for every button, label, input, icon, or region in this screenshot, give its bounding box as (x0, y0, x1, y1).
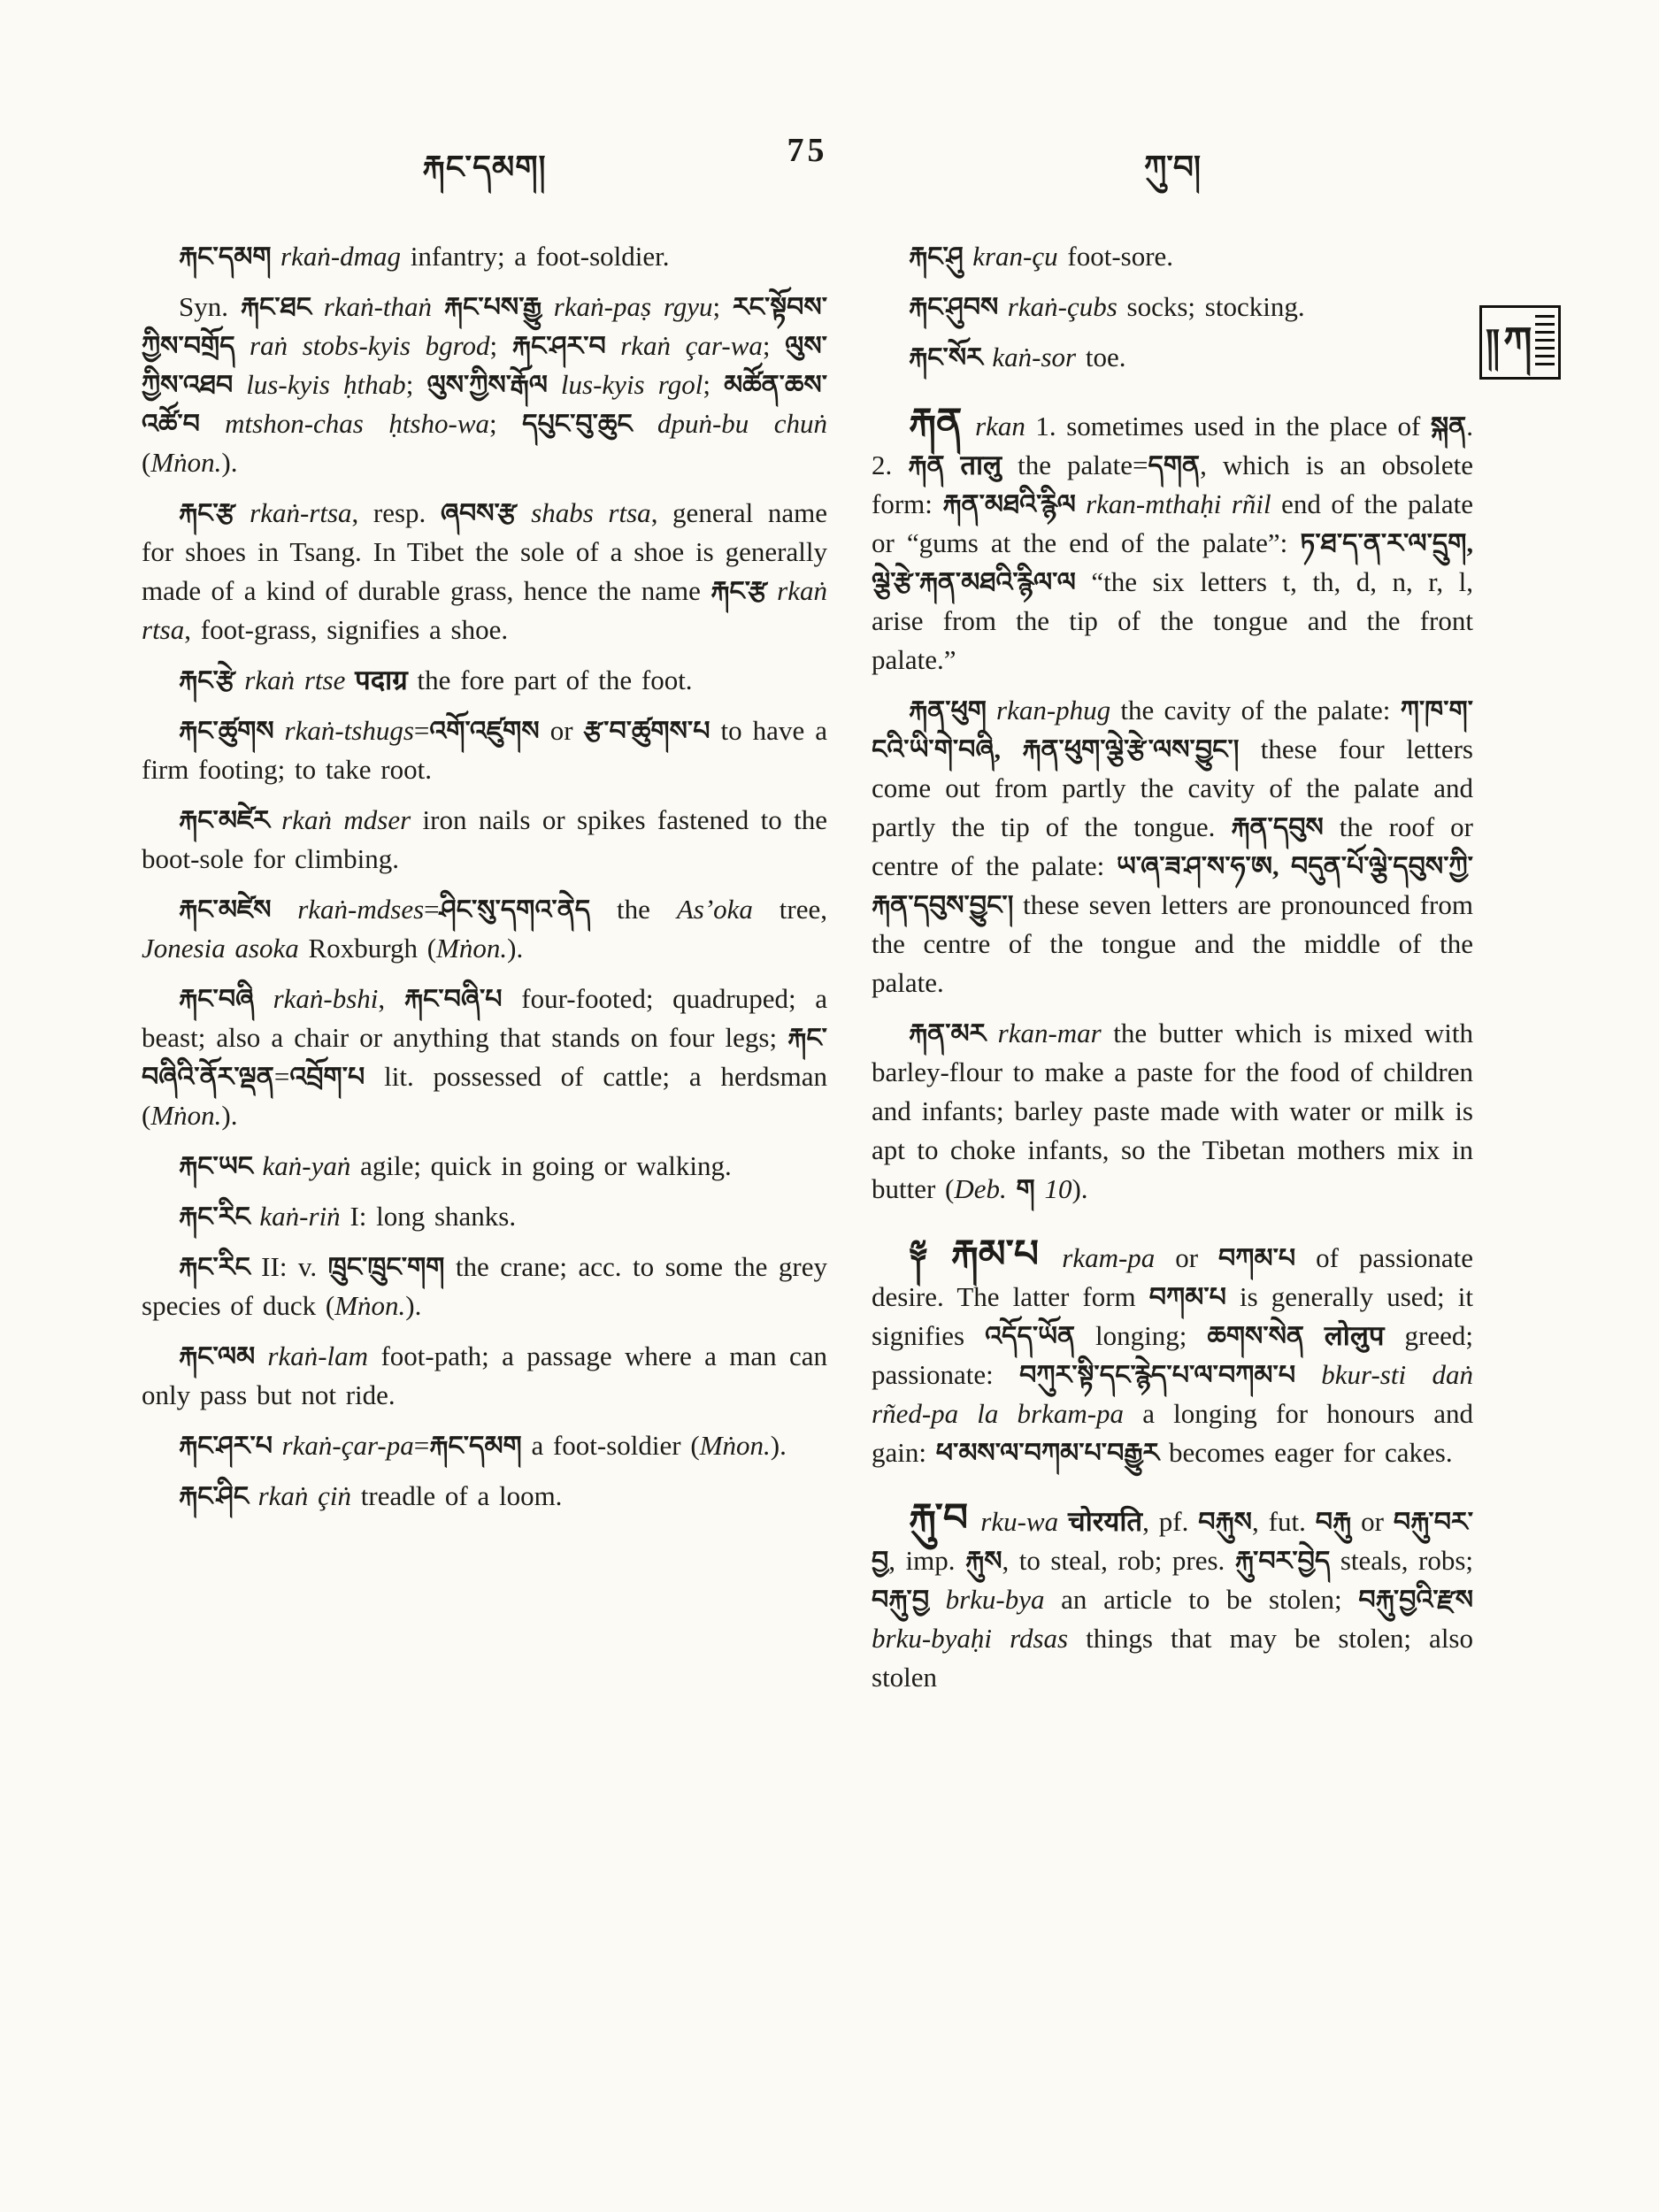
dictionary-entry (142, 1426, 827, 1465)
transliteration-text: brku-bya (945, 1584, 1045, 1615)
tibetan-text: རྐང་རིང (179, 1202, 260, 1232)
transliteration-text: rkaṅ çiṅ (257, 1480, 352, 1511)
english-text: , fut. (1251, 1506, 1316, 1537)
transliteration-text: lus-kyis ḥthab (246, 369, 406, 400)
tibetan-text: སྐན (1430, 411, 1467, 442)
transliteration-text: rkaṅ-thaṅ (323, 291, 444, 322)
dictionary-entry (142, 801, 827, 879)
tibetan-text: དཔུང་བུ་ཆུང (522, 409, 657, 439)
transliteration-text: kaṅ-sor (992, 342, 1077, 373)
english-text: foot-path; a passage where a man can only pass but not ride. (142, 1340, 828, 1410)
english-text: end of the palate or “gums at the end of the palate”: (872, 488, 1473, 558)
english-text: = (424, 894, 440, 925)
transliteration-text: rkan-mar (997, 1018, 1102, 1048)
dictionary-entry (142, 237, 827, 276)
tibetan-text: ལུས་ཀྱིས་འཐབ (142, 331, 827, 400)
tibetan-text: རྐན (908, 450, 961, 480)
tibetan-text: བཀམ་པ (1148, 1282, 1226, 1312)
english-text: ; (405, 369, 427, 400)
tibetan-text: རང་སྟོབས་ཀྱིས་བགྲོད (142, 292, 828, 361)
english-text: to have a firm footing; to take root. (142, 715, 828, 785)
tibetan-text: རྐང་པས་རྒྱུ (443, 292, 554, 322)
english-text: , to steal, rob; pres. (1002, 1545, 1235, 1576)
english-text: the (590, 894, 677, 925)
sanskrit-text: चोरयति (1068, 1506, 1143, 1537)
tibetan-text: འབྲོག་པ (289, 1062, 365, 1092)
english-text: treadle of a loom. (351, 1480, 563, 1511)
transliteration-text: rkaṅ-bshi (273, 983, 379, 1014)
english-text: the cavity of the palate: (1110, 695, 1401, 726)
english-text: iron nails or spikes fastened to the boot-sole for climbing. (142, 804, 827, 874)
tibetan-text: ཕ་མས་ལ་བཀམ་པ་བརྒྱུར (935, 1438, 1160, 1468)
english-text: an article to be stolen; (1044, 1584, 1359, 1615)
english-text: ). (507, 933, 524, 964)
english-text: greed; passionate: (872, 1320, 1473, 1390)
transliteration-text: rkaṅ-tshugs (284, 715, 414, 746)
running-head-left-tibetan: རྐང་དམག། (422, 150, 547, 185)
english-text: Syn. (179, 291, 241, 322)
english-text: , (378, 983, 404, 1014)
tibetan-text: ག (1016, 1174, 1035, 1204)
tibetan-text: དགན (1148, 450, 1201, 480)
text-columns (142, 237, 1473, 1709)
english-text: is generally used; it signifies (872, 1281, 1474, 1351)
transliteration-text: Mṅon. (699, 1430, 771, 1461)
tibetan-text: བརྐུ (1315, 1507, 1352, 1537)
transliteration-text: shabs rtsa (531, 497, 651, 528)
tibetan-text: རྐང་མཛེས (179, 895, 298, 925)
transliteration-text: rkaṅ-paṣ rgyu (553, 291, 713, 322)
english-text: lit. possessed of cattle; a herdsman ( (142, 1061, 827, 1131)
dictionary-entry (142, 661, 827, 700)
tibetan-text: རྐང་མཛེར (179, 805, 282, 835)
english-text: ). (405, 1290, 422, 1321)
english-text: ; (712, 291, 733, 322)
thumb-index-tab (1479, 305, 1561, 380)
tibetan-text: ཁྲུང་ཁྲུང་གག (327, 1252, 445, 1282)
tibetan-text: རྐང་ཚུགས (179, 716, 285, 746)
dictionary-entry (872, 288, 1473, 326)
dictionary-entry (872, 691, 1473, 1002)
dictionary-entry (872, 338, 1473, 377)
english-text: . 2. (872, 411, 1473, 480)
running-head (142, 131, 1473, 184)
transliteration-text: bkur-sti daṅ rñed-pa la brkam-pa (872, 1359, 1473, 1429)
english-text: steals, robs; (1330, 1545, 1473, 1576)
dictionary-entry (142, 979, 827, 1135)
dictionary-entry (872, 1235, 1473, 1472)
english-text: ). (221, 1100, 238, 1131)
tibetan-text: རྐན་མཐའི་རྙིལ (942, 489, 1087, 519)
running-head-right-tibetan: ཀུ་བ། (1144, 150, 1201, 185)
transliteration-text: rkan-mthaḥi rñil (1086, 488, 1271, 519)
english-text: I: long shanks. (340, 1201, 517, 1232)
tibetan-text: ཡ་ཞ་ཟ་ཤ་ས་ཧ་ཨ, བདུན་པོ་ལྕེ་དབུས་ཀྱི་རྐན་དབུས་བྱུང་། (872, 851, 1473, 920)
english-text: tree, (752, 894, 827, 925)
english-text: the crane; acc. to some the grey species of duck ( (142, 1251, 828, 1321)
transliteration-text: rkam-pa (1062, 1242, 1156, 1273)
english-text: ). (770, 1430, 787, 1461)
english-text: ). (1071, 1173, 1088, 1204)
transliteration-text: rkaṅ çar-wa (620, 330, 763, 361)
tibetan-text: རྐང་ཤར་པ (179, 1431, 282, 1461)
tibetan-text: རྐན་ཕུག (909, 695, 996, 726)
english-text: these four letters come out from partly the cavity of the palate and partly the tip of the tongue. (872, 733, 1473, 842)
tibetan-text: རྐང་རྩེ (179, 665, 245, 695)
english-text: = (413, 1430, 430, 1461)
english-text: or (539, 715, 584, 746)
transliteration-text: Asʼoka (676, 894, 753, 925)
tibetan-text: ཏ་ཐ་ད་ན་ར་ལ་དྲུག, ལྕེ་རྩེ་རྐན་མཐའི་རྙིལ་ལ (872, 528, 1473, 597)
english-text: , imp. (888, 1545, 966, 1576)
english-text: the fore part of the foot. (407, 664, 693, 695)
tibetan-text: རྐང་ཤུབས (909, 292, 1008, 322)
transliteration-text: brku-byaḥi rdsas (872, 1623, 1069, 1654)
transliteration-text: Mṅon. (334, 1290, 406, 1321)
tibetan-text: འགོ་འཛུགས (429, 716, 540, 746)
transliteration-text: Mṅon. (436, 933, 508, 964)
tibetan-text: བརྐུ་བྱའི་རྫས (1358, 1585, 1474, 1615)
transliteration-text: Mṅon. (150, 447, 222, 478)
transliteration-text: Jonesia asoka (142, 933, 299, 964)
dictionary-entry (142, 1337, 827, 1415)
tibetan-text: འདོད་ཡོན (985, 1321, 1076, 1351)
tibetan-text: རྐང་རྩ (710, 576, 778, 606)
tibetan-text: མཚོན་ཆས་འཚོ་བ (142, 370, 828, 439)
tibetan-text: རྐང་ཐང (240, 292, 324, 322)
tibetan-headword: རྐན (909, 401, 976, 444)
tibetan-text: ཀ་ཁ་ག་ངའི་ཡི་གེ་བཞི, རྐན་ཕུག་ལྕེ་རྩེ་ལས་བྱུང་། (872, 695, 1473, 764)
transliteration-text: rkaṅ-rtsa (250, 497, 352, 528)
dictionary-entry (872, 1014, 1473, 1209)
transliteration-text: rkaṅ rtsa (142, 575, 827, 645)
sanskrit-text: तालु (960, 449, 1002, 480)
english-text: a foot-soldier ( (521, 1430, 700, 1461)
english-text: the palate= (1002, 449, 1148, 480)
dictionary-entry (142, 1477, 827, 1516)
tibetan-text: ཞབས་རྩ (440, 498, 532, 528)
transliteration-text: mtshon-chas ḥtsho-wa (225, 408, 489, 439)
english-text: II: v. (261, 1251, 328, 1282)
english-text: ). (221, 447, 238, 478)
tibetan-text: བརྐུས (1198, 1507, 1252, 1537)
transliteration-text: rkaṅ-çubs (1007, 291, 1118, 322)
transliteration-text: rkan (975, 411, 1025, 442)
english-text: , general name for shoes in Tsang. In Tibet the sole of a shoe is generally made of a kind of durable grass, hence the name (142, 497, 828, 606)
english-text: or (1351, 1506, 1394, 1537)
transliteration-text: rkaṅ mdser (281, 804, 411, 835)
thumb-index-letter-ka: ཀ (1503, 319, 1532, 365)
english-text: of passionate desire. The latter form (872, 1242, 1473, 1312)
transliteration-text: Deb. (954, 1173, 1017, 1204)
left-column (142, 237, 827, 1527)
dictionary-entry (142, 494, 827, 649)
english-text: becomes eager for cakes. (1159, 1437, 1453, 1468)
dictionary-entry (142, 1197, 827, 1236)
dictionary-entry (872, 403, 1473, 680)
thumb-index-marker: ༎ (1486, 322, 1501, 362)
english-text: things that may be stolen; also stolen (872, 1623, 1473, 1693)
english-text: a longing for honours and gain: (872, 1398, 1473, 1468)
transliteration-text: rkaṅ rtse (244, 664, 356, 695)
tibetan-text: རྐང་ཤར་བ (511, 331, 621, 361)
english-text: the roof or centre of the palate: (872, 811, 1473, 881)
tibetan-text: རྐང་ལམ (179, 1341, 268, 1371)
tibetan-text: རྐུས (965, 1546, 1002, 1576)
transliteration-text: rkaṅ-çar-pa (281, 1430, 414, 1461)
transliteration-text: Mṅon. (150, 1100, 222, 1131)
tibetan-text: བཀམ་པ (1218, 1243, 1296, 1273)
right-column (872, 237, 1473, 1709)
english-text: , foot-grass, signifies a shoe. (184, 614, 509, 645)
english-text: ; (489, 408, 523, 439)
thumb-index-lines-icon (1535, 315, 1555, 370)
transliteration-text: kaṅ-riṅ (259, 1201, 341, 1232)
tibetan-text: རྩ་བ་ཚུགས་པ (583, 716, 710, 746)
english-text: Roxburgh ( (298, 933, 437, 964)
tibetan-text: རྐང་ཤུ (909, 242, 973, 272)
english-text: 1. sometimes used in the place of (1025, 411, 1431, 442)
english-text: = (413, 715, 430, 746)
dictionary-entry (142, 288, 827, 482)
tibetan-text: རྐང་ཤིང (179, 1481, 258, 1511)
tibetan-text: རྐང་སོར (909, 342, 993, 373)
dictionary-entry (142, 1147, 827, 1186)
dictionary-entry (872, 237, 1473, 276)
english-text: infantry; a foot-soldier. (401, 241, 670, 272)
english-text: ( (142, 447, 151, 478)
transliteration-text: raṅ stobs-kyis bgrod (250, 330, 490, 361)
sanskrit-text: पदाग्र (355, 664, 408, 695)
transliteration-text: rkaṅ-lam (267, 1340, 369, 1371)
transliteration-text: rkan-phug (996, 695, 1111, 726)
english-text: ; (762, 330, 786, 361)
english-text: foot-sore. (1057, 241, 1174, 272)
english-text: ; (489, 330, 512, 361)
tibetan-text: རྐང་བཞིའི་ནོར་ལྡན (142, 1023, 827, 1092)
tibetan-headword: རྐུ་བ (909, 1496, 981, 1540)
english-text: ; (703, 369, 725, 400)
tibetan-text: རྐན་དབུས (1231, 812, 1324, 842)
tibetan-text: རྐང་བཞི (179, 984, 273, 1014)
tibetan-text: བརྐུ་བྱ (872, 1585, 946, 1615)
tibetan-text: ཆགས་སེན (1207, 1321, 1325, 1351)
dictionary-entry (142, 1248, 827, 1325)
tibetan-headword: ༈ རྐམ་པ (909, 1233, 1063, 1276)
tibetan-text: རྐུ་བར་བྱེད (1234, 1546, 1331, 1576)
dictionary-entry (872, 1496, 1474, 1697)
transliteration-text: 10 (1034, 1173, 1072, 1204)
english-text: four-footed; quadruped; a beast; also a chair or anything that stands on four legs; (142, 983, 828, 1053)
tibetan-text: ཤིང་སུ་དགའ་ནེད (439, 895, 591, 925)
transliteration-text: kaṅ-yaṅ (262, 1150, 351, 1181)
english-text: agile; quick in going or walking. (350, 1150, 732, 1181)
transliteration-text: kran-çu (972, 241, 1058, 272)
english-text: socks; stocking. (1117, 291, 1305, 322)
transliteration-text: rku-wa (980, 1506, 1069, 1537)
dictionary-entry (142, 890, 827, 968)
dictionary-entry (142, 711, 827, 789)
english-text: , which is an obsolete form: (872, 449, 1474, 519)
english-text: the butter which is mixed with barley-flour to make a paste for the food of children and infants; barley paste made with water or milk is apt to choke infants, so the Tibetan mothers mix in butter ( (872, 1018, 1473, 1204)
transliteration-text: rkaṅ-mdses (297, 894, 425, 925)
page-number: 75 (787, 132, 828, 169)
tibetan-text: བརྐུ་བར་བྱ (872, 1507, 1474, 1576)
english-text: or (1155, 1242, 1219, 1273)
tibetan-text: རྐང་རིང (179, 1252, 262, 1282)
tibetan-text: རྐང་ཡང (179, 1151, 263, 1181)
english-text: these seven letters are pronounced from the centre of the tongue and the middle of the palate. (872, 889, 1473, 998)
tibetan-text: རྐང་བཞི་པ (403, 984, 503, 1014)
english-text: toe. (1076, 342, 1126, 373)
sanskrit-text: लोलुप (1324, 1320, 1385, 1351)
tibetan-text: ལུས་ཀྱིས་རྒོལ (426, 370, 561, 400)
transliteration-text: lus-kyis rgol (560, 369, 703, 400)
tibetan-text: བཀུར་སྟི་དང་རྙེད་པ་ལ་བཀམ་པ (1019, 1360, 1322, 1390)
tibetan-text: རྐང་རྩ (179, 498, 250, 528)
transliteration-text: dpuṅ-bu chuṅ (657, 408, 828, 439)
english-text: “the six letters t, th, d, n, r, l, arise from the tip of the tongue and the front palate.” (872, 566, 1473, 675)
tibetan-text: རྐང་དམག (179, 242, 281, 272)
english-text: , pf. (1142, 1506, 1199, 1537)
english-text: , resp. (351, 497, 441, 528)
tibetan-text: རྐང་དམག (429, 1431, 522, 1461)
transliteration-text: rkaṅ-dmag (280, 241, 402, 272)
tibetan-text: རྐན་མར (909, 1018, 998, 1048)
english-text: = (273, 1061, 290, 1092)
english-text: longing; (1075, 1320, 1208, 1351)
